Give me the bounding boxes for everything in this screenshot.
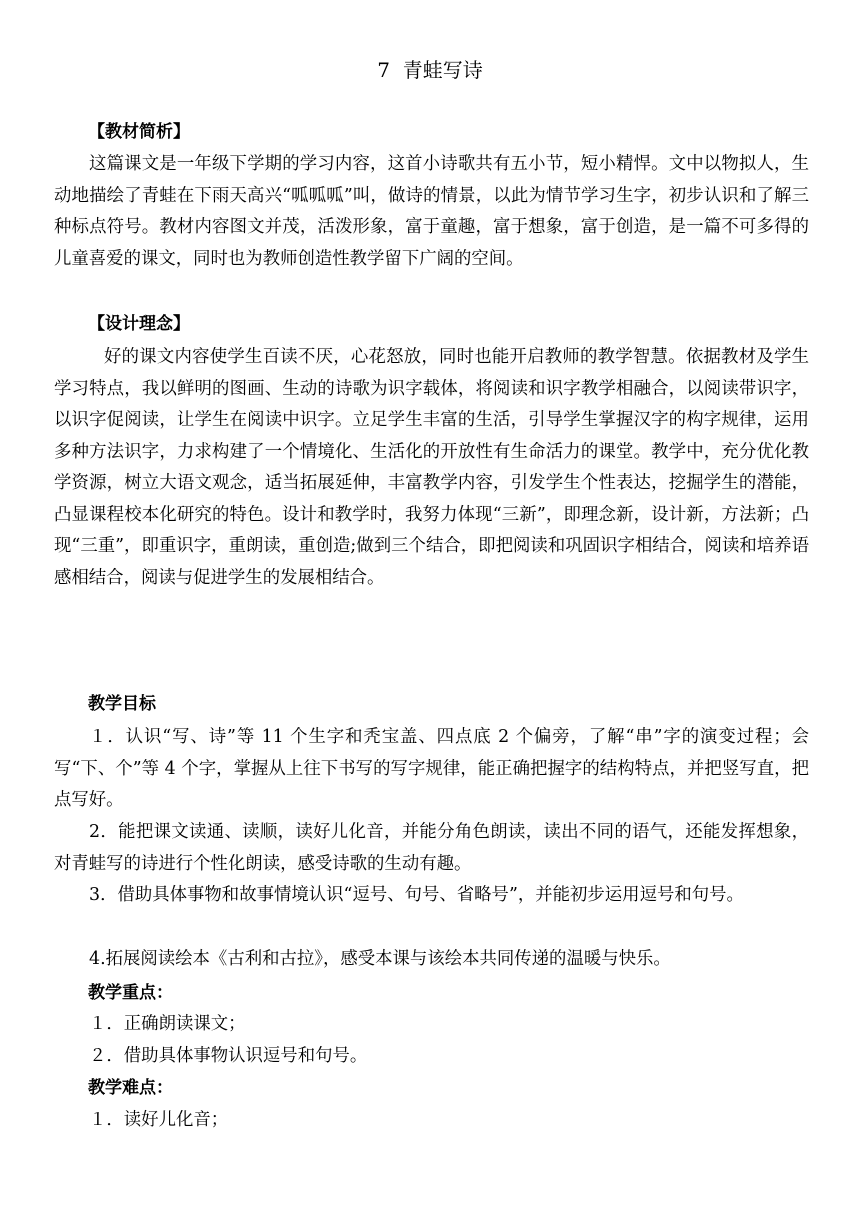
key-point-item: １．正确朗读课文； bbox=[89, 1014, 246, 1034]
key-points-heading: 教学重点： bbox=[88, 983, 173, 1003]
difficulty-item: １．读好儿化音； bbox=[89, 1110, 229, 1130]
goal-item: １．认识“写、诗”等 11 个生字和秃宝盖、四点底 2 个偏旁，了解“串”字的演变过程；会写“下、个”等 4 个字，掌握从上往下书写的写字规律，能正确把握字的结构特点，并把竖写直，把点写好。 bbox=[54, 727, 809, 810]
goal-item: 2．能把课文读通、读顺，读好儿化音，并能分角色朗读，读出不同的语气，还能发挥想象，对青蛙写的诗进行个性化朗读，感受诗歌的生动有趣。 bbox=[54, 822, 809, 874]
analysis-heading: 【教材简析】 bbox=[88, 122, 190, 142]
analysis-paragraph: 这篇课文是一年级下学期的学习内容，这首小诗歌共有五小节，短小精悍。文中以物拟人，生动地描绘了青蛙在下雨天高兴“呱呱呱”叫，做诗的情景，以此为情节学习生字，初步认识和了解三种标点符号。教材内容图文并茂，活泼形象，富于童趣，富于想象，富于创造，是一篇不可多得的儿童喜爱的课文，同时也为教师创造性教学留下广阔的空间。 bbox=[54, 154, 809, 269]
concept-heading: 【设计理念】 bbox=[88, 314, 190, 334]
goal-item: 3．借助具体事物和故事情境认识“逗号、句号、省略号”，并能初步运用逗号和句号。 bbox=[89, 885, 744, 905]
concept-paragraph: 好的课文内容使学生百读不厌，心花怒放，同时也能开启教师的教学智慧。依据教材及学生学习特点，我以鲜明的图画、生动的诗歌为识字载体，将阅读和识字教学相融合，以阅读带识字，以识字促阅读，让学生在阅读中识字。立足学生丰富的生活，引导学生掌握汉字的构字规律，运用多种方法识字，力求构建了一个情境化、生活化的开放性有生命活力的课堂。教学中，充分优化教学资源，树立大语文观念，适当拓展延伸，丰富教学内容，引发学生个性表达，挖掘学生的潜能，凸显课程校本化研究的特色。设计和教学时，我努力体现“三新”，即理念新，设计新，方法新；凸现“三重”，即重识字，重朗读，重创造;做到三个结合，即把阅读和巩固识字相结合，阅读和培养语感相结合，阅读与促进学生的发展相结合。 bbox=[54, 347, 809, 588]
page-title: 7 青蛙写诗 bbox=[377, 58, 483, 82]
key-point-item: ２．借助具体事物认识逗号和句号。 bbox=[89, 1046, 368, 1066]
difficulty-heading: 教学难点： bbox=[88, 1078, 173, 1098]
goals-heading: 教学目标 bbox=[88, 694, 156, 714]
goal-item: 4.拓展阅读绘本《古利和古拉》，感受本课与该绘本共同传递的温暖与快乐。 bbox=[89, 949, 671, 969]
